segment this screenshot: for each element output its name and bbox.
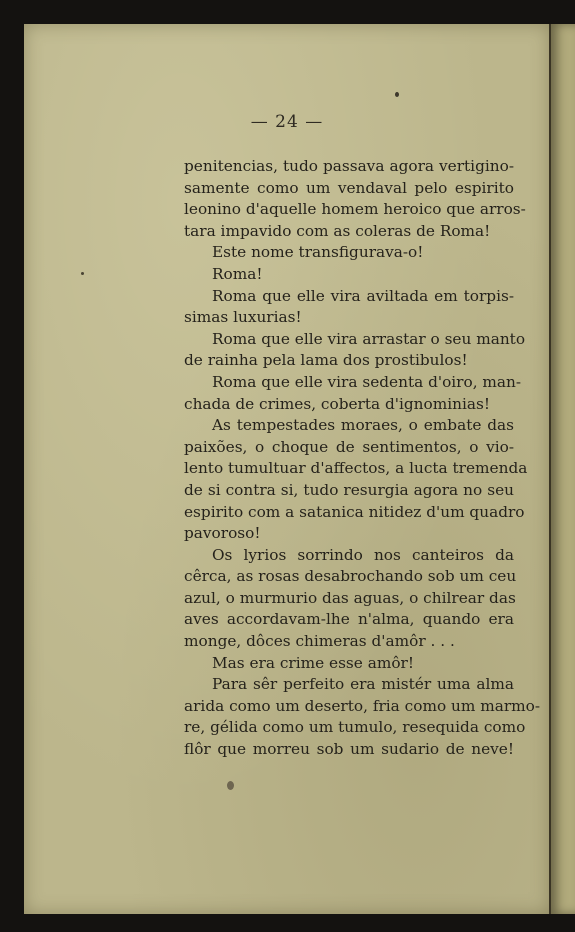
text-line: leonino d'aquelle homem heroico que arros- — [184, 200, 526, 219]
text-line: simas luxurias! — [184, 308, 302, 327]
text-line: Para sêr perfeito era mistér uma alma — [212, 675, 514, 694]
text-line: azul, o murmurio das aguas, o chilrear das — [184, 588, 516, 607]
text-line: pavoroso! — [184, 524, 261, 543]
text-line: aves accordavam-lhe n'alma, quando era — [184, 610, 514, 629]
text-line: Roma que elle vira sedenta d'oiro, man- — [212, 372, 522, 391]
text-line: monge, dôces chimeras d'amôr . . . — [184, 632, 455, 651]
text-line: arida como um deserto, fria como um marmo- — [184, 696, 541, 715]
text-line: Este nome transfigurava-o! — [212, 243, 424, 262]
text-line: tara impavido com as coleras de Roma! — [184, 221, 491, 240]
next-page-edge — [549, 24, 575, 914]
text-line: espirito com a satanica nitidez d'um quadro — [184, 502, 525, 521]
text-line: As tempestades moraes, o embate das — [212, 416, 514, 435]
text-line: lento tumultuar d'affectos, a lucta tremenda — [184, 459, 528, 478]
page-number: — 24 — — [250, 112, 324, 132]
text-line: Mas era crime esse amôr! — [212, 653, 414, 672]
text-line: penitencias, tudo passava agora vertigino- — [184, 157, 514, 175]
text-line: re, gélida como um tumulo, resequida como — [184, 718, 526, 737]
text-line: flôr que morreu sob um sudario de neve! — [184, 740, 514, 759]
text-line: Os lyrios sorrindo nos canteiros da — [212, 545, 514, 564]
text-line: de si contra si, tudo resurgia agora no seu — [184, 480, 514, 499]
text-line: Roma! — [212, 264, 263, 283]
text-line: Roma que elle vira aviltada em torpis- — [212, 286, 514, 305]
ink-spot — [395, 92, 399, 97]
ink-spot — [81, 272, 84, 275]
text-line: de rainha pela lama dos prostibulos! — [184, 351, 468, 370]
text-line: chada de crimes, coberta d'ignominias! — [184, 394, 490, 413]
text-line: cêrca, as rosas desabrochando sob um ceu — [184, 567, 517, 586]
text-line: samente como um vendaval pelo espirito — [184, 178, 514, 197]
body-text — [184, 156, 541, 761]
text-line: paixões, o choque de sentimentos, o vio- — [184, 437, 514, 456]
ink-spot — [227, 781, 234, 790]
book-page — [24, 24, 550, 914]
text-line: Roma que elle vira arrastar o seu manto — [212, 329, 526, 348]
scan-border — [24, 914, 575, 932]
